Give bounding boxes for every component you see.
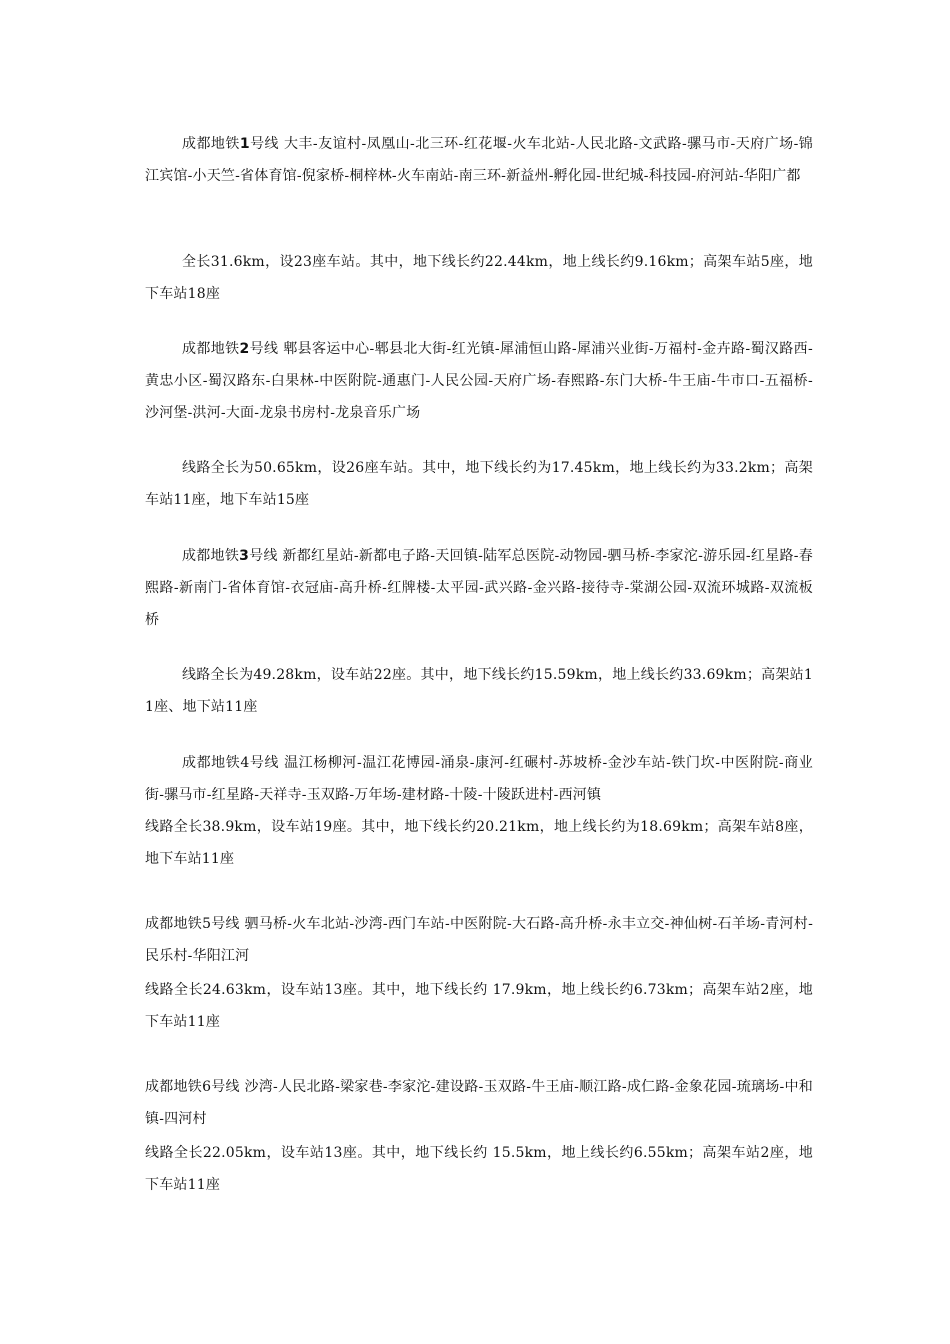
line-number: 3 xyxy=(239,548,250,564)
line6-stats-paragraph: 线路全长22.05km，设车站13座。其中，地下线长约 15.5km，地上线长约6.55km；高架车站2座，地下车站11座 xyxy=(145,1145,813,1193)
line6-route-paragraph: 成都地铁6号线 沙湾-人民北路-梁家巷-李家沱-建设路-玉双路-牛王庙-顺江路-成仁路-金象花园-琉璃场-中和镇-四河村 xyxy=(145,1079,813,1127)
line-number: 1 xyxy=(239,136,250,152)
line5-stats-paragraph: 线路全长24.63km，设车站13座。其中，地下线长约 17.9km，地上线长约6.73km；高架车站2座，地下车站11座 xyxy=(145,982,813,1030)
line-prefix: 成都地铁 xyxy=(182,136,240,152)
line-route-text: 号线 新都红星站-新都电子路-天回镇-陆军总医院-动物园-驷马桥-李家沱-游乐园-红星路-春熙路-新南门-省体育馆-衣冠庙-高升桥-红牌楼-太平园-武兴路-金兴路-接待寺-棠湖公园-双流环城路-双流板桥 xyxy=(145,548,813,628)
line4-stats-paragraph: 线路全长38.9km，设车站19座。其中，地下线长约20.21km，地上线长约为18.69km；高架车站8座，地下车站11座 xyxy=(145,819,813,867)
line1-route-paragraph xyxy=(145,128,813,192)
line2-route-paragraph xyxy=(145,333,813,429)
line3-stats-paragraph: 线路全长为49.28km，设车站22座。其中，地下线长约15.59km，地上线长约33.69km；高架站11座、地下站11座 xyxy=(145,667,813,715)
line-route-text: 号线 郫县客运中心-郫县北大街-红光镇-犀浦恒山路-犀浦兴业街-万福村-金卉路-蜀汉路西-黄忠小区-蜀汉路东-白果林-中医附院-通惠门-人民公园-天府广场-春熙路-东门大桥-牛王庙-牛市口-五福桥-沙河堡-洪河-大面-龙泉书房村-龙泉音乐广场 xyxy=(145,341,813,421)
line1-stats-paragraph: 全长31.6km，设23座车站。其中，地下线长约22.44km，地上线长约9.16km；高架车站5座，地下车站18座 xyxy=(145,254,813,302)
line2-stats-paragraph: 线路全长为50.65km，设26座车站。其中，地下线长约为17.45km，地上线长约为33.2km；高架车站11座，地下车站15座 xyxy=(145,460,813,508)
line4-route-paragraph: 成都地铁4号线 温江杨柳河-温江花博园-涌泉-康河-红碾村-苏坡桥-金沙车站-铁门坎-中医附院-商业街-骡马市-红星路-天祥寺-玉双路-万年场-建材路-十陵-十陵跃进村-西河镇 xyxy=(145,755,813,803)
line-prefix: 成都地铁 xyxy=(182,548,240,564)
line3-route-paragraph xyxy=(145,540,813,636)
line-number: 2 xyxy=(239,341,250,357)
line-route-text: 号线 大丰-友谊村-凤凰山-北三环-红花堰-火车北站-人民北路-文武路-骡马市-天府广场-锦江宾馆-小天竺-省体育馆-倪家桥-桐梓林-火车南站-南三环-新益州-孵化园-世纪城-科技园-府河站-华阳广都 xyxy=(145,136,813,184)
line-prefix: 成都地铁 xyxy=(182,341,240,357)
line5-route-paragraph: 成都地铁5号线 驷马桥-火车北站-沙湾-西门车站-中医附院-大石路-高升桥-永丰立交-神仙树-石羊场-青河村-民乐村-华阳江河 xyxy=(145,916,813,964)
